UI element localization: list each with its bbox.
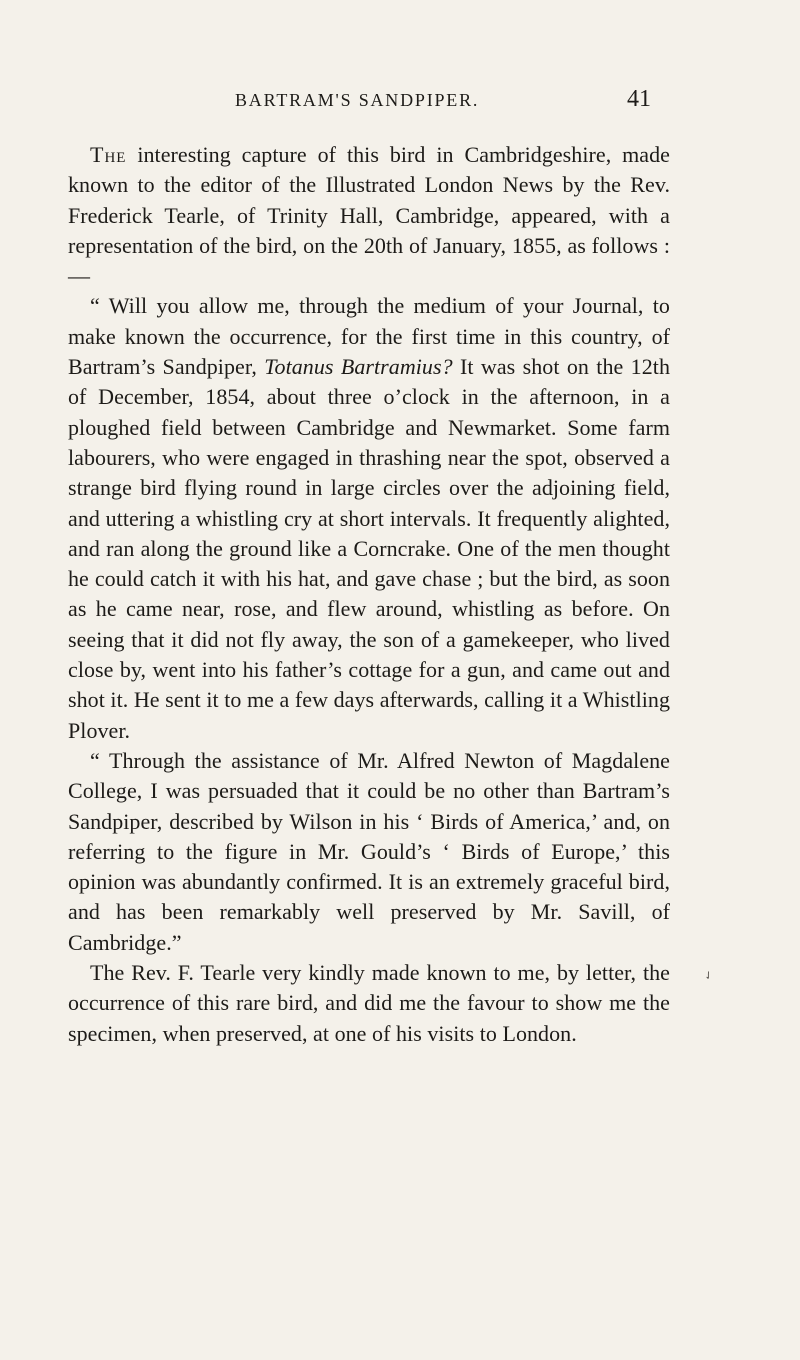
body-text	[68, 140, 670, 1049]
letter-1-text-end: It was shot on the 12th of December, 1854, about three o’clock in the afternoon, in a ploughed field between Cambridge and Newmarket. Some farm labourers, who were engaged in thrashing near the spot, observed a strange bird flying round in large circles over the adjoining field, and uttering a whistling cry at short intervals. It frequently alighted, and ran along the ground like a Corncrake. One of the men thought he could catch it with his hat, and gave chase ; but the bird, as soon as he came near, rose, and flew around, whistling as before. On seeing that it did not fly away, the son of a gamekeeper, who lived close by, went into his father’s cottage for a gun, and came out and shot it. He sent it to me a few days afterwards, calling it a Whistling Plover.	[68, 354, 670, 743]
running-head	[0, 88, 800, 118]
paragraph-conclusion: The Rev. F. Tearle very kindly made known to me, by letter, the occurrence of this rare bird, and did me the favour to show me the specimen, when preserved, at one of his visits to London.	[68, 960, 670, 1046]
drop-word: The	[90, 142, 127, 167]
margin-mark: ✓	[701, 968, 717, 984]
paragraph-letter-1	[68, 291, 670, 745]
page-number: 41	[627, 86, 651, 112]
paragraph-introduction-text: interesting capture of this bird in Cambridgeshire, made known to the editor of the Illustrated London News by the Rev. Frederick Tearle, of Trinity Hall, Cambridge, appeared, with a representation of the bird, on the 20th of January, 1855, as follows :—	[68, 142, 670, 289]
species-name: Totanus Bartramius?	[264, 354, 453, 380]
running-title: BARTRAM'S SANDPIPER.	[235, 90, 480, 110]
paragraph-introduction	[68, 140, 670, 291]
paragraph-letter-2: “ Through the assistance of Mr. Alfred Newton of Magdalene College, I was persuaded that it could be no other than Bartram’s Sandpiper, described by Wilson in his ‘ Birds of America,’ and, on referring to the figure in Mr. Gould’s ‘ Birds of Europe,’ this opinion was abundantly confirmed. It is an extremely graceful bird, and has been remarkably well preserved by Mr. Savill, of Cambridge.”	[68, 747, 670, 955]
letter-1-text-start: “ Will you allow me, through the medium of your Journal, to make known the occurrence, for the first time in this country, of Bartram’s Sandpiper,	[68, 293, 670, 380]
